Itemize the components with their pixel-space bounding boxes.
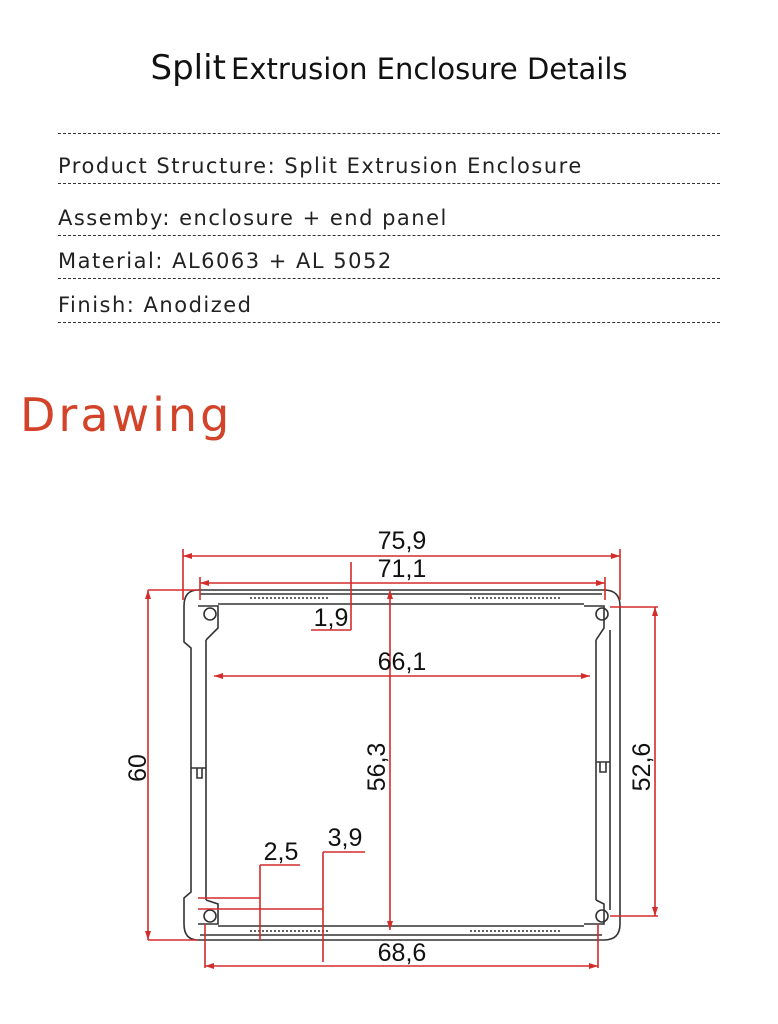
arrowhead [596,580,605,586]
spec-separator: : [267,154,285,178]
spec-value: Anodized [143,293,253,317]
spec-value: enclosure + end panel [179,206,448,230]
screw-boss-top-right [596,608,608,620]
spec-label: Product Structure [58,154,268,178]
screw-boss-bottom-right [596,910,608,922]
spec-value: AL6063 + AL 5052 [172,249,393,273]
spec-separator: : [155,249,173,273]
arrowhead [200,580,209,586]
arrowhead [611,553,620,559]
screw-boss-bottom-left [204,910,216,922]
dimension-lines [148,549,658,968]
arrowhead [652,907,658,916]
right-mid-groove [596,762,610,772]
enclosure-profile [184,590,620,940]
label-overall-width: 75,9 [377,527,427,555]
title-word-split: Split [150,48,226,88]
label-inner-width: 66,1 [377,648,427,676]
slot-top-right [584,606,604,640]
label-overall-height: 60 [124,754,152,782]
drawing-heading: Drawing [20,388,233,442]
arrowhead [183,553,192,559]
outer-outline [184,590,620,940]
spec-label: Finish [58,293,127,317]
spec-label: Assemby [58,206,163,230]
dim-line-slot-depth [323,852,365,962]
arrowhead [581,673,590,679]
arrowheads [145,553,658,969]
label-slot-width: 2,5 [263,838,299,866]
arrowhead [145,931,151,940]
arrowhead [214,673,223,679]
slot-bottom-right [584,900,604,924]
title-rest: Extrusion Enclosure Details [231,52,628,86]
screw-boss-top-left [204,608,216,620]
label-inner-height: 56,3 [363,742,391,792]
label-outer-width: 71,1 [377,555,427,583]
dim-line-slot-width [260,865,300,940]
label-wall-thickness: 1,9 [313,604,349,632]
label-bottom-width: 68,6 [377,939,427,967]
arrowhead [652,607,658,616]
left-mid-groove [191,768,206,778]
label-side-height: 52,6 [628,742,656,792]
spec-label: Material [58,249,156,273]
arrowhead [205,963,214,969]
spec-separator: : [126,293,144,317]
arrowhead [589,963,598,969]
spec-separator: : [162,206,180,230]
arrowhead [145,590,151,599]
label-slot-depth: 3,9 [327,824,363,852]
spec-value: Split Extrusion Enclosure [284,154,583,178]
